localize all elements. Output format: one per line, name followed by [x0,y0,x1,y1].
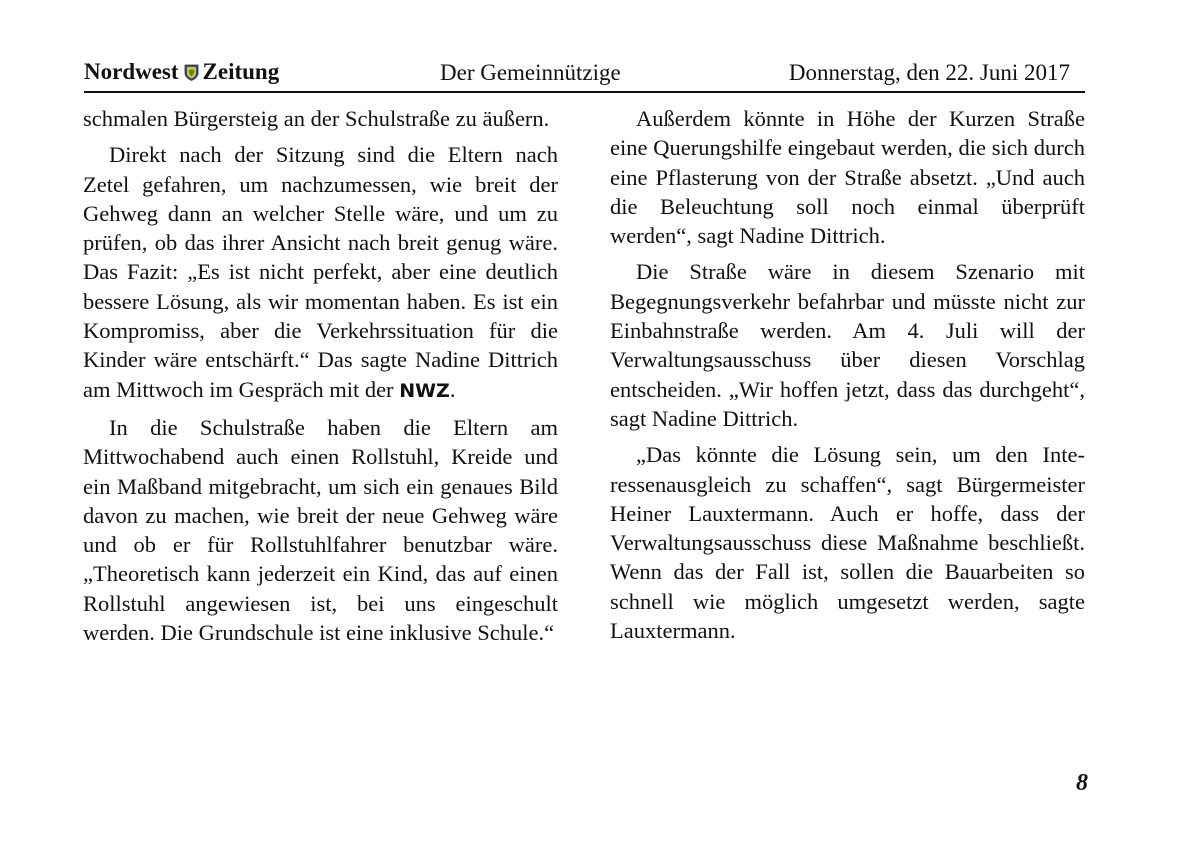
issue-date: Donnerstag, den 22. Juni 2017 [788,60,1070,85]
masthead [84,59,279,85]
paragraph-text: Direkt nach der Sitzung sind die Eltern nach Zetel gefahren, um nachzumessen, wie breit der Gehweg dann an welcher Stelle wäre, und um zu prüfen, ob das ihrer Ansicht nach breit genug wäre. Das Fazit: „Es ist nicht perfekt, aber eine deutlich bessere Lösung, als wir momentan haben. Es ist ein Kompromiss, aber die Verkehrssituation für die Kinder wäre entschärft.“ Das sagte Nadine Dittrich am Mittwoch im Gespräch mit der [83,142,558,402]
masthead-zeitung: Zeitung [202,59,280,84]
page-header [84,57,1085,93]
right-column [610,104,1085,652]
nwz-abbreviation: NWZ [399,379,450,402]
left-column [83,104,558,654]
paragraph: Außerdem könnte in Höhe der Kurzen Straße eine Querungshilfe eingebaut werden, die sich durch eine Pflasterung von der Straße absetzt. „Und auch die Beleuchtung soll noch einmal überprüft werden“, sagt Nadine Dittrich. [610,106,1085,249]
paragraph: In die Schulstraße haben die Eltern am Mittwochabend auch einen Rollstuhl, Kreide und ein Maßband mitgebracht, um sich ein genaues Bild davon zu machen, wie breit der neue Gehweg wäre und ob er für Rollstuhlfahrer benutzbar wäre. „Theoretisch kann jederzeit ein Kind, das auf einen Rollstuhl angewiesen ist, bei uns eingeschult werden. Die Grundschule ist eine inklusive Schule.“ [83,414,558,646]
section-title: Der Gemeinnützige [440,60,621,85]
paragraph-end: . [449,376,456,402]
page-number: 8 [1076,770,1088,796]
masthead-nordwest: Nordwest [84,59,179,84]
paragraph: „Das könnte die Lösung sein, um den Interessenausgleich zu schaffen“, sagt Bürgermeister Heiner Lauxtermann. Auch er hoffe, dass der Verwaltungsausschuss diese Maßnahme beschließt. Wenn das der Fall ist, sollen die Bauarbeiten so schnell wie möglich umgesetzt werden, sagte Lauxtermann. [610,442,1085,644]
paragraph: Die Straße wäre in diesem Szenario mit Begegnungsverkehr befahrbar und müsste nicht zur Einbahnstraße werden. Am 4. Juli will der Verwaltungsausschuss über diesen Vorschlag entscheiden. „Wir hoffen jetzt, dass das durchgeht“, sagt Nadine Dittrich. [610,259,1085,431]
paragraph-continued: schmalen Bürgersteig an der Schulstraße zu äußern. [83,106,550,131]
coat-of-arms-icon [184,64,199,81]
paragraph [83,140,558,406]
